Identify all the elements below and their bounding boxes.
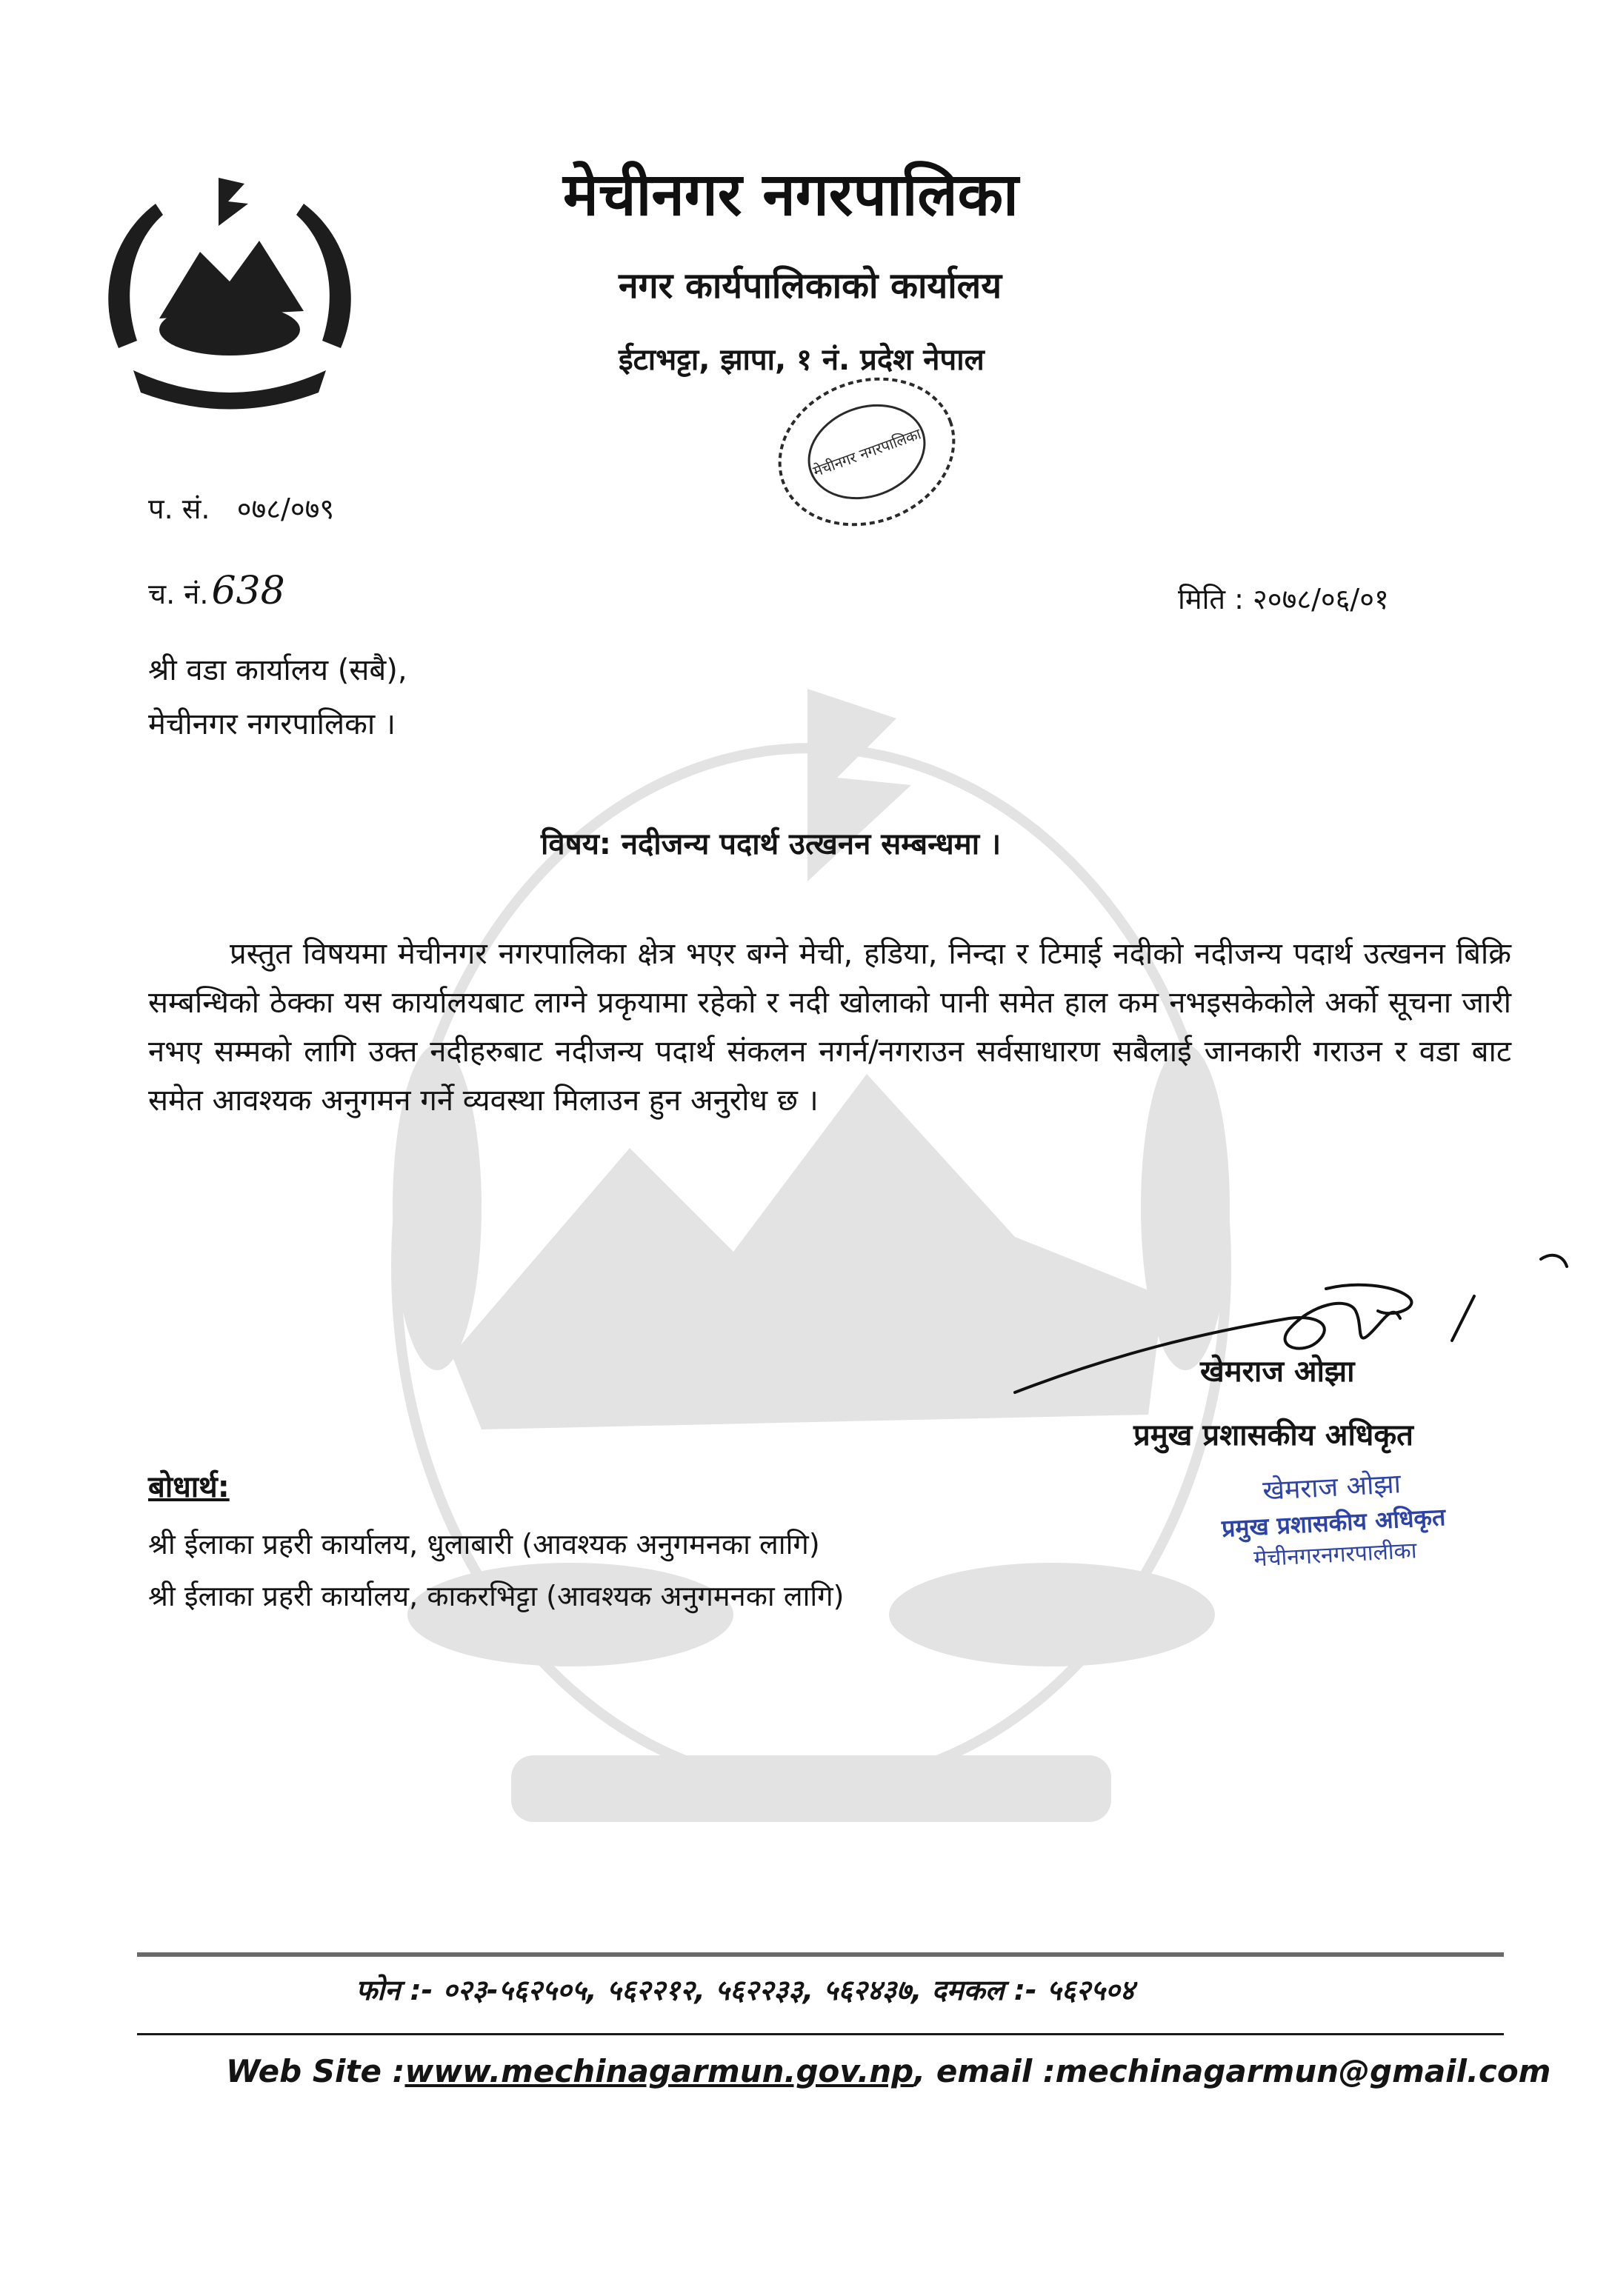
stamp-name: खेमराज ओझा: [1262, 1469, 1402, 1506]
letter-body: प्रस्तुत विषयमा मेचीनगर नगरपालिका क्षेत्र भएर बग्ने मेची, हडिया, निन्दा र टिमाई नदीको नदीजन्य पदार्थ उत्खनन बिक्रि सम्बन्धिको ठेक्का यस कार्यालयबाट लाग्ने प्रकृयामा रहेको र नदी खोलाको पानी समेत हाल कम नभइसकेकोले अर्को सूचना जारी नभए सम्मको लागि उक्त नदीहरुबाट नदीजन्य पदार्थ संकलन नगर्न/नगराउन सर्वसाधारण सबैलाई जानकारी गराउन र वडा बाट समेत आवश्यक अनुगमन गर्ने व्यवस्था मिलाउन हुन अनुरोध छ ।: [148, 937, 1511, 1118]
dispatch-label: च. नं.: [148, 578, 209, 610]
dispatch-value: 638: [211, 569, 285, 613]
signature-stamp: [1176, 1462, 1492, 1579]
email-link[interactable]: mechinagarmun@gmail.com: [1055, 2053, 1551, 2089]
dispatch-number: [148, 569, 285, 613]
footer-divider: [137, 2033, 1504, 2035]
cc-heading: बोधार्थ:: [148, 1470, 230, 1504]
reference-number: [148, 489, 334, 527]
cc-item: श्री ईलाका प्रहरी कार्यालय, धुलाबारी (आवश्यक अनुगमनका लागि): [148, 1528, 820, 1561]
office-address: ईटाभट्टा, झापा, १ नं. प्रदेश नेपाल: [619, 343, 985, 377]
letter-subject: विषय: नदीजन्य पदार्थ उत्खनन सम्बन्धमा ।: [541, 827, 1002, 861]
svg-text:नेपाल सरकार: नेपाल सरकार: [199, 376, 261, 390]
footer-phone: फोन :- ०२३-५६२५०५, ५६२२१२, ५६२२३३, ५६२४३७, दमकल :- ५६२५०४: [356, 1974, 1135, 2006]
signer-title: प्रमुख प्रशासकीय अधिकृत: [1133, 1418, 1413, 1452]
date-label: मिति :: [1178, 583, 1244, 615]
website-label: Web Site :: [226, 2053, 405, 2089]
office-name: नगर कार्यपालिकाको कार्यालय: [619, 265, 1002, 307]
signer-name: खेमराज ओझा: [1200, 1355, 1355, 1389]
stamp-title: प्रमुख प्रशासकीय अधिकृत: [1221, 1503, 1447, 1543]
office-stamp: [741, 370, 993, 548]
footer-contact: [226, 2053, 1551, 2089]
reference-label: प. सं.: [148, 493, 210, 525]
svg-text:मेचीनगर नगरपालिका: मेचीनगर नगरपालिका: [810, 424, 924, 481]
footer-divider: [137, 1952, 1504, 1957]
letter-date: [1178, 579, 1389, 618]
date-value: २०७८/०६/०१: [1253, 583, 1389, 615]
website-link[interactable]: www.mechinagarmun.gov.np: [404, 2053, 914, 2089]
municipality-title: मेचीनगर नगरपालिका: [563, 160, 1019, 229]
email-label: , email :: [913, 2053, 1056, 2089]
cc-item: श्री ईलाका प्रहरी कार्यालय, काकरभिट्टा (आवश्यक अनुगमनका लागि): [148, 1580, 845, 1612]
government-emblem: [89, 170, 370, 422]
stamp-office: मेचीनगरनगरपालीका: [1253, 1538, 1418, 1572]
reference-value: ०७८/०७९: [236, 493, 335, 525]
recipient-line-2: मेचीनगर नगरपालिका ।: [148, 707, 396, 741]
recipient-line-1: श्री वडा कार्यालय (सबै),: [148, 653, 407, 687]
